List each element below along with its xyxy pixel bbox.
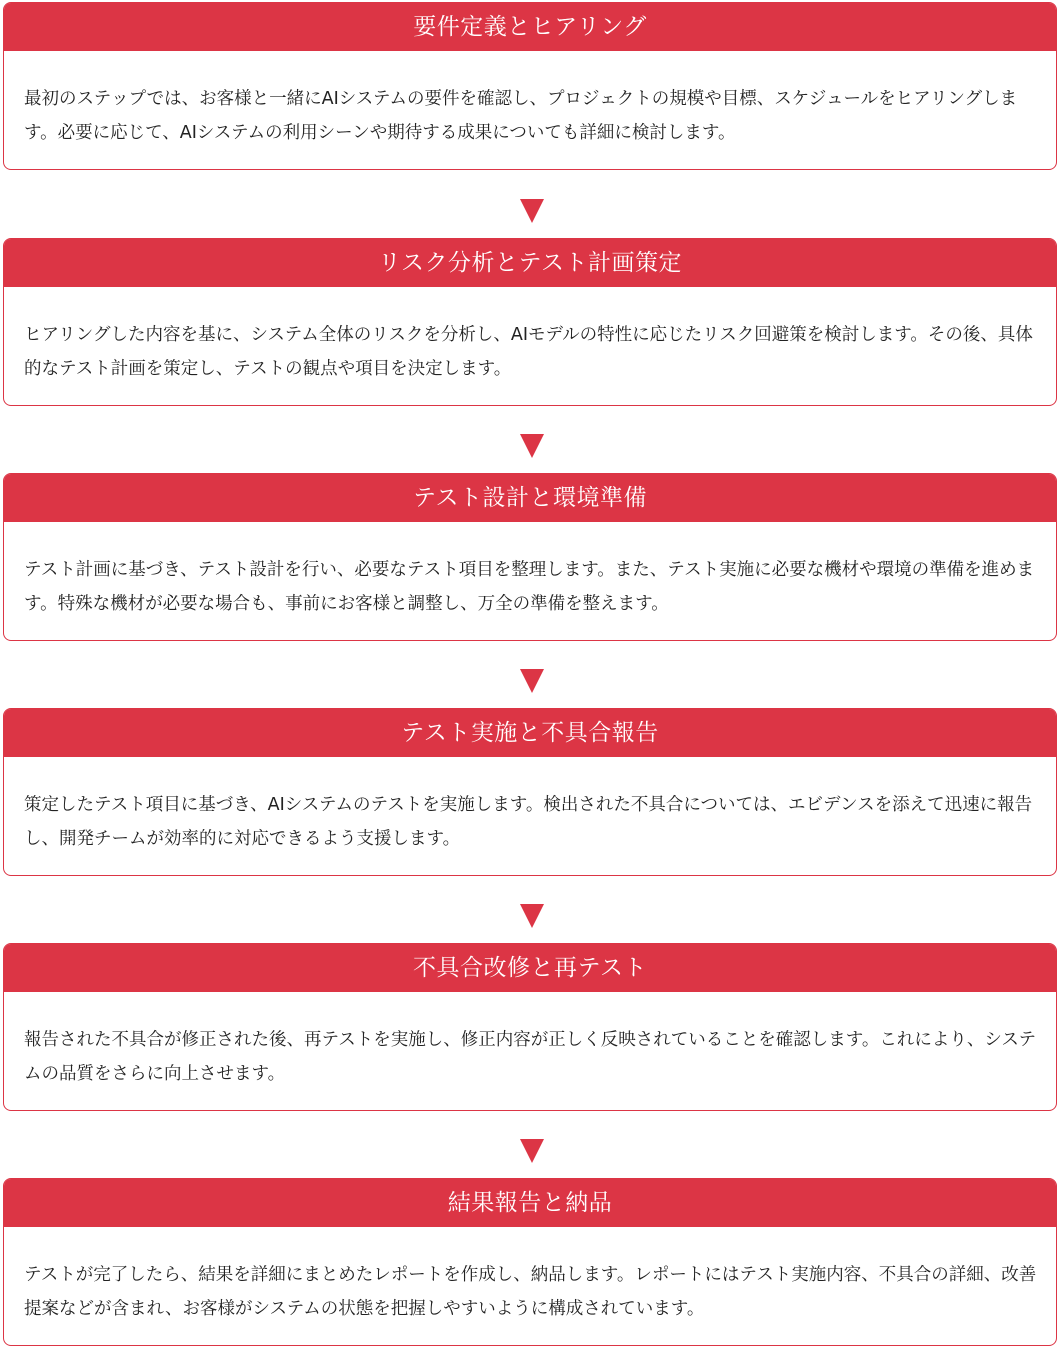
step-test-design — [3, 473, 1057, 641]
step-title: 不具合改修と再テスト — [4, 944, 1056, 992]
step-risk-analysis — [3, 238, 1057, 406]
step-retest — [3, 943, 1057, 1111]
step-description: 策定したテスト項目に基づき、AIシステムのテストを実施します。検出された不具合については、エビデンスを添えて迅速に報告し、開発チームが効率的に対応できるよう支援します。 — [24, 795, 1033, 849]
step-title: テスト設計と環境準備 — [4, 474, 1056, 522]
down-arrow-icon — [520, 199, 544, 223]
down-arrow-icon — [520, 434, 544, 458]
step-description: テストが完了したら、結果を詳細にまとめたレポートを作成し、納品します。レポートにはテスト実施内容、不具合の詳細、改善提案などが含まれ、お客様がシステムの状態を把握しやすいように構成されています。 — [24, 1265, 1037, 1319]
step-description: 最初のステップでは、お客様と一緒にAIシステムの要件を確認し、プロジェクトの規模や目標、スケジュールをヒアリングします。必要に応じて、AIシステムの利用シーンや期待する成果についても詳細に検討します。 — [24, 89, 1018, 143]
step-description: ヒアリングした内容を基に、システム全体のリスクを分析し、AIモデルの特性に応じたリスク回避策を検討します。その後、具体的なテスト計画を策定し、テストの観点や項目を決定します。 — [24, 325, 1033, 379]
down-arrow-icon — [520, 904, 544, 928]
step-title: 結果報告と納品 — [4, 1179, 1056, 1227]
step-title: リスク分析とテスト計画策定 — [4, 239, 1056, 287]
step-title: 要件定義とヒアリング — [4, 3, 1056, 51]
step-description: 報告された不具合が修正された後、再テストを実施し、修正内容が正しく反映されていることを確認します。これにより、システムの品質をさらに向上させます。 — [24, 1030, 1037, 1084]
step-test-execution — [3, 708, 1057, 876]
down-arrow-icon — [520, 669, 544, 693]
down-arrow-icon — [520, 1139, 544, 1163]
step-requirements — [3, 2, 1057, 170]
step-delivery — [3, 1178, 1057, 1346]
step-description: テスト計画に基づき、テスト設計を行い、必要なテスト項目を整理します。また、テスト実施に必要な機材や環境の準備を進めます。特殊な機材が必要な場合も、事前にお客様と調整し、万全の準備を整えます。 — [24, 560, 1035, 614]
step-title: テスト実施と不具合報告 — [4, 709, 1056, 757]
